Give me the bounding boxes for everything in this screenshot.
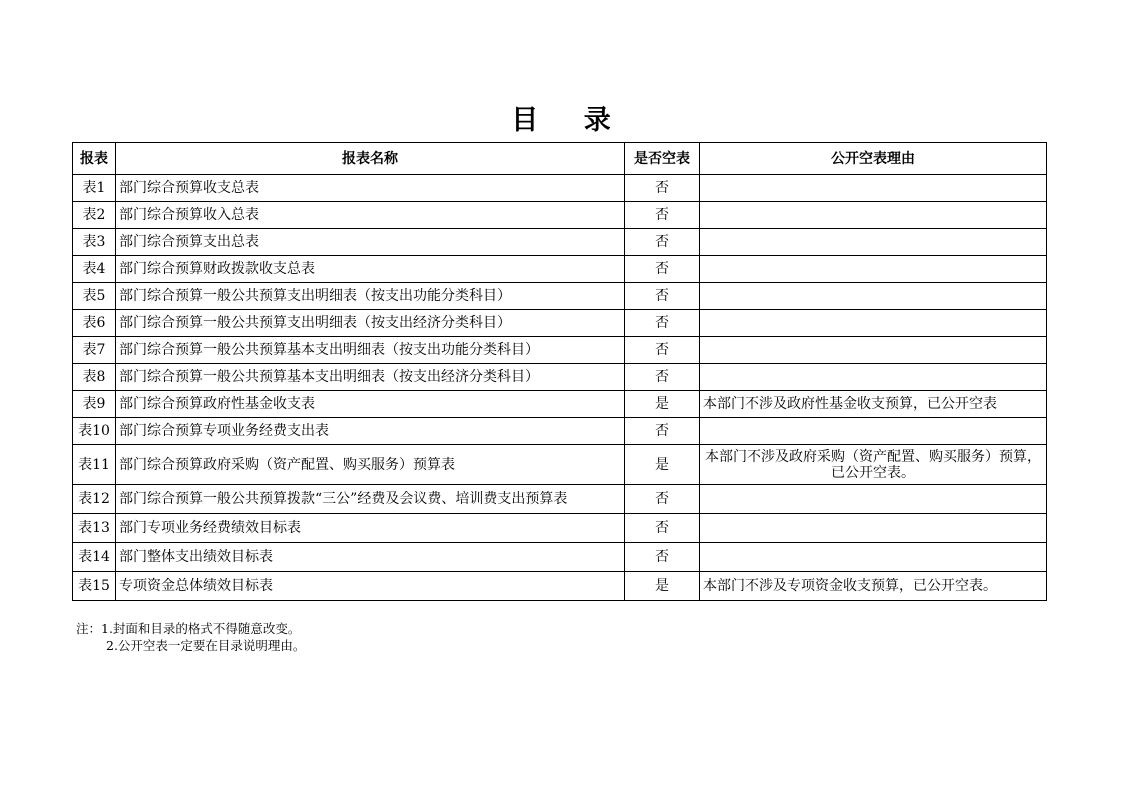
footnote-2: 2.公开空表一定要在目录说明理由。 <box>106 638 306 653</box>
footnotes <box>76 620 305 654</box>
empty-reason <box>700 229 1047 256</box>
is-empty-flag: 否 <box>625 514 700 543</box>
empty-reason <box>700 514 1047 543</box>
report-no: 表5 <box>73 283 116 310</box>
report-no: 表4 <box>73 256 116 283</box>
is-empty-flag: 否 <box>625 543 700 572</box>
is-empty-flag: 否 <box>625 229 700 256</box>
report-name: 部门专项业务经费绩效目标表 <box>116 514 625 543</box>
table-row <box>73 175 1047 202</box>
table-row <box>73 543 1047 572</box>
report-no: 表2 <box>73 202 116 229</box>
header-empty-reason: 公开空表理由 <box>700 143 1047 175</box>
is-empty-flag: 是 <box>625 572 700 601</box>
report-name: 部门综合预算一般公共预算基本支出明细表（按支出经济分类科目） <box>116 364 625 391</box>
table-row <box>73 229 1047 256</box>
report-name: 部门综合预算政府性基金收支表 <box>116 391 625 418</box>
table-row <box>73 310 1047 337</box>
report-no: 表9 <box>73 391 116 418</box>
is-empty-flag: 否 <box>625 175 700 202</box>
table-row <box>73 445 1047 485</box>
page-title: 目 录 <box>511 105 629 136</box>
is-empty-flag: 否 <box>625 485 700 514</box>
empty-reason <box>700 485 1047 514</box>
header-report-name: 报表名称 <box>116 143 625 175</box>
empty-reason <box>700 283 1047 310</box>
empty-reason <box>700 202 1047 229</box>
header-report-no: 报表 <box>73 143 116 175</box>
table-row <box>73 256 1047 283</box>
report-no: 表10 <box>73 418 116 445</box>
empty-reason: 本部门不涉及专项资金收支预算，已公开空表。 <box>700 572 1047 601</box>
report-name: 部门综合预算收入总表 <box>116 202 625 229</box>
report-no: 表8 <box>73 364 116 391</box>
empty-reason: 本部门不涉及政府性基金收支预算，已公开空表 <box>700 391 1047 418</box>
catalog-table <box>72 142 1047 601</box>
table-row <box>73 485 1047 514</box>
is-empty-flag: 否 <box>625 283 700 310</box>
report-name <box>116 485 625 514</box>
is-empty-flag: 否 <box>625 364 700 391</box>
header-is-empty: 是否空表 <box>625 143 700 175</box>
empty-reason <box>700 310 1047 337</box>
is-empty-flag: 否 <box>625 418 700 445</box>
report-name: 部门综合预算一般公共预算支出明细表（按支出功能分类科目） <box>116 283 625 310</box>
table-row <box>73 514 1047 543</box>
empty-reason <box>700 175 1047 202</box>
is-empty-flag: 是 <box>625 445 700 485</box>
report-name: 部门综合预算政府采购（资产配置、购买服务）预算表 <box>116 445 625 485</box>
table-row <box>73 202 1047 229</box>
empty-reason: 本部门不涉及政府采购（资产配置、购买服务）预算，已公开空表。 <box>700 445 1047 485</box>
table-header-row <box>73 143 1047 175</box>
report-name: 部门综合预算支出总表 <box>116 229 625 256</box>
report-no: 表11 <box>73 445 116 485</box>
is-empty-flag: 否 <box>625 310 700 337</box>
report-no: 表6 <box>73 310 116 337</box>
report-no: 表7 <box>73 337 116 364</box>
empty-reason <box>700 337 1047 364</box>
empty-reason <box>700 543 1047 572</box>
table-row <box>73 572 1047 601</box>
report-name: 专项资金总体绩效目标表 <box>116 572 625 601</box>
report-no: 表1 <box>73 175 116 202</box>
report-name: 部门综合预算收支总表 <box>116 175 625 202</box>
report-no: 表3 <box>73 229 116 256</box>
report-name: 部门整体支出绩效目标表 <box>116 543 625 572</box>
is-empty-flag: 否 <box>625 256 700 283</box>
report-name-text: 部门综合预算一般公共预算拨款“三公”经费及会议费、培训费支出预算表 <box>119 491 568 507</box>
footnote-1: 注：1.封面和目录的格式不得随意改变。 <box>76 621 301 636</box>
report-no: 表12 <box>73 485 116 514</box>
is-empty-flag: 否 <box>625 337 700 364</box>
empty-reason <box>700 418 1047 445</box>
report-no: 表15 <box>73 572 116 601</box>
report-no: 表13 <box>73 514 116 543</box>
table-row <box>73 283 1047 310</box>
report-name: 部门综合预算一般公共预算基本支出明细表（按支出功能分类科目） <box>116 337 625 364</box>
report-name: 部门综合预算一般公共预算支出明细表（按支出经济分类科目） <box>116 310 625 337</box>
empty-reason <box>700 364 1047 391</box>
table-row <box>73 418 1047 445</box>
table-row <box>73 337 1047 364</box>
report-no: 表14 <box>73 543 116 572</box>
empty-reason <box>700 256 1047 283</box>
report-name: 部门综合预算财政拨款收支总表 <box>116 256 625 283</box>
table-row <box>73 391 1047 418</box>
report-name: 部门综合预算专项业务经费支出表 <box>116 418 625 445</box>
table-row <box>73 364 1047 391</box>
is-empty-flag: 是 <box>625 391 700 418</box>
is-empty-flag: 否 <box>625 202 700 229</box>
